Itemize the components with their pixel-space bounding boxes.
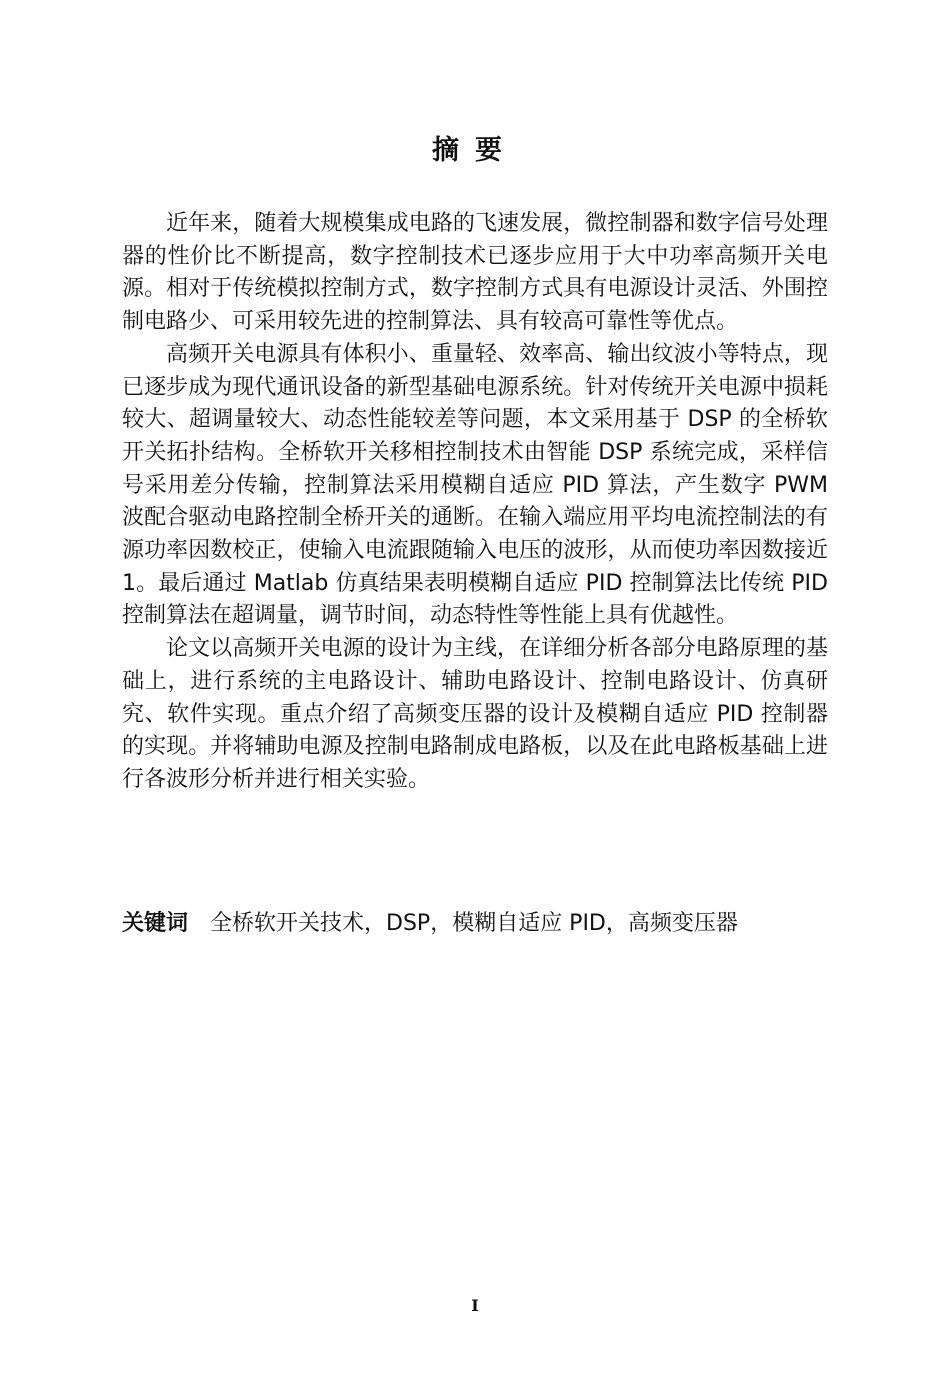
keywords-label: 关键词 [122, 911, 189, 936]
abstract-paragraph-1: 近年来，随着大规模集成电路的飞速发展，微控制器和数字信号处理器的性价比不断提高，数字控制技术已逐步应用于大中功率高频开关电源。相对于传统模拟控制方式，数字控制方式具有电源设计灵活、外围控制电路少、可采用较先进的控制算法、具有较高可靠性等优点。 [122, 211, 828, 335]
abstract-paragraph-3: 论文以高频开关电源的设计为主线，在详细分析各部分电路原理的基础上，进行系统的主电路设计、辅助电路设计、控制电路设计、仿真研究、软件实现。重点介绍了高频变压器的设计及模糊自适应 PID 控制器的实现。并将辅助电源及控制电路制成电路板，以及在此电路板基础上进行各波形分析并进行相关实验。 [122, 636, 828, 792]
keywords-text: 全桥软开关技术，DSP，模糊自适应 PID，高频变压器 [210, 911, 738, 936]
page-number: I [471, 1296, 479, 1315]
abstract-title: 摘要 [432, 135, 518, 166]
abstract-paragraph-2: 高频开关电源具有体积小、重量轻、效率高、输出纹波小等特点，现已逐步成为现代通讯设备的新型基础电源系统。针对传统开关电源中损耗较大、超调量较大、动态性能较差等问题，本文采用基于 DSP 的全桥软开关拓扑结构。全桥软开关移相控制技术由智能 DSP 系统完成，采样信号采用差分传输，控制算法采用模糊自适应 PID 算法，产生数字 PWM 波配合驱动电路控制全桥开关的通断。在输入端应用平均电流控制法的有源功率因数校正，使输入电流跟随输入电压的波形，从而使功率因数接近 1。最后通过 Matlab 仿真结果表明模糊自适应 PID 控制算法比传统 PID 控制算法在超调量，调节时间，动态特性等性能上具有优越性。 [122, 341, 828, 629]
abstract-body [122, 208, 828, 797]
keywords-line [122, 908, 828, 941]
